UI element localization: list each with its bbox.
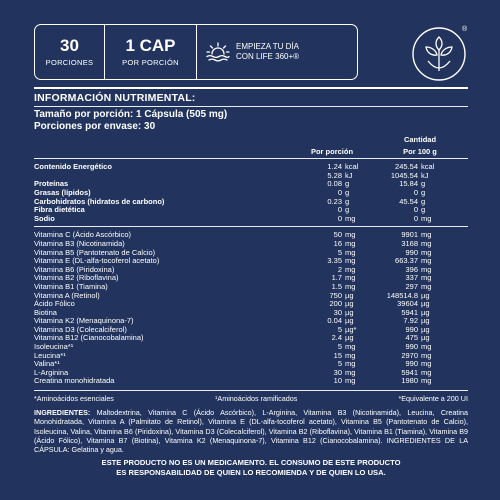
unit: mg [345, 230, 356, 240]
unit: mg [421, 213, 432, 223]
unit: µg [421, 324, 430, 334]
cap-cell [105, 25, 197, 79]
per-100g-value: 663.37 [395, 256, 418, 266]
nutrient-name: L-Arginina [34, 367, 69, 377]
unit: mg [345, 367, 356, 377]
nutrient-name: Vitamina B5 (Pantotenato de Calcio) [34, 247, 156, 257]
table-row [34, 215, 468, 224]
per-100g-value: 475 [405, 333, 418, 343]
energy-kj-serving: 5.28 [327, 170, 342, 180]
unit: mg [345, 281, 356, 291]
per-100g-value: 2970 [401, 350, 418, 360]
cap-count: 1 CAP [125, 36, 176, 55]
ingredients-text: Maltodextrina, Vitamina C (Ácido Ascórbico), L-Arginina, Vitamina B3 (Nicotinamida), Leucina, Creatina Monohidratada, Vitamina A (Palmitato de Retinol), Vitamina E (DL-alfa-tocoferol acetato), Vitamina B5 (Pantotenato de Calcio), Isoleucina, Valina, Vitamina B6 (Piridoxina), Vitamina D3 (Colecalciferol), Vitamina B2 (Riboflavina), Vitamina B1 (Tiamina), Vitamina B9 (Ácido Fólico), Vitamina B7 (Biotina), Vitamina K2 (Menaquinona-7), Vitamina B12 (Cianocobalamina). INGREDIENTES DE LA CÁPSULA: Gelatina y agua. [34, 408, 468, 455]
unit: mg [345, 264, 356, 274]
footer [34, 390, 468, 454]
energy-label: Contenido Energético [34, 162, 112, 172]
nutrient-name: Creatina monohidratada [34, 376, 115, 386]
unit: mg [421, 264, 432, 274]
footnotes [34, 394, 468, 403]
per-serving-value: 0.23 [327, 196, 342, 206]
unit: µg [421, 290, 430, 300]
tagline-line-2: CON LIFE 360+® [236, 52, 300, 61]
per-serving-value: 30 [333, 367, 342, 377]
col-per-serving: Por porción [310, 146, 354, 156]
nutrient-name: Vitamina E (DL-alfa-tocoferol acetato) [34, 256, 160, 266]
col-quantity: Cantidad [403, 135, 437, 144]
nutrient-name: Proteínas [34, 179, 69, 189]
table-row [34, 198, 468, 207]
per-serving-value: 15 [333, 350, 342, 360]
nutrient-name: Vitamina A (Retinol) [34, 290, 100, 300]
per-serving-value: 16 [333, 238, 342, 248]
unit: mg [421, 367, 432, 377]
per-100g-value: 148514.8 [386, 290, 418, 300]
unit: mg [421, 342, 432, 352]
per-serving-value: 0.04 [327, 316, 342, 326]
per-serving-value: 0.08 [327, 179, 342, 189]
nutrient-name: Vitamina C (Ácido Ascórbico) [34, 230, 131, 240]
unit: mg [421, 247, 432, 257]
table-row [34, 180, 468, 189]
unit: mg [345, 256, 356, 266]
plant-logo-icon [410, 23, 470, 83]
unit: mg [345, 359, 356, 369]
footnote-branched: ¹Aminoácidos ramificados [215, 394, 298, 403]
per-serving-value: 2 [337, 264, 342, 274]
per-100g-value: 1980 [401, 376, 418, 386]
nutrient-name: Vitamina B1 (Tiamina) [34, 281, 108, 291]
per-100g-value: 990 [405, 247, 418, 257]
unit: µg [345, 290, 354, 300]
per-serving-value: 50 [333, 230, 342, 240]
per-serving-value: 3.35 [327, 256, 342, 266]
per-serving-value: 10 [333, 376, 342, 386]
ingredients [34, 408, 468, 454]
servings-per-container: Porciones por envase: 30 [34, 121, 156, 132]
unit: mg [345, 350, 356, 360]
per-serving-value: 2.4 [331, 333, 342, 343]
nutrient-name: Leucina*¹ [34, 350, 66, 360]
per-100g-value: 990 [405, 359, 418, 369]
unit: mg [421, 238, 432, 248]
divider [34, 226, 468, 227]
per-serving-value: 200 [329, 299, 342, 309]
footnote-essential: *Aminoácidos esenciales [34, 394, 114, 403]
unit: mg [421, 230, 432, 240]
unit: µg [345, 299, 354, 309]
unit: g [421, 196, 426, 206]
servings-cell [35, 25, 105, 79]
per-100g-value: 0 [413, 213, 418, 223]
unit: µg [421, 299, 430, 309]
servings-count: 30 [60, 36, 79, 55]
nutrient-name: Biotina [34, 307, 57, 317]
per-serving-value: 1.7 [331, 273, 342, 283]
nutrition-table [34, 136, 468, 386]
disclaimer-line-1: ESTE PRODUCTO NO ES UN MEDICAMENTO. EL CONSUMO DE ESTE PRODUCTO [101, 458, 401, 467]
unit: g [421, 179, 426, 189]
unit: mg [421, 273, 432, 283]
nutrient-name: Carbohidratos (hidratos de carbono) [34, 196, 165, 206]
per-serving-value: 5 [337, 342, 342, 352]
unit: µg [345, 307, 354, 317]
unit: µg [421, 307, 430, 317]
unit: kJ [345, 170, 353, 180]
unit: mg [421, 281, 432, 291]
per-100g-value: 337 [405, 273, 418, 283]
unit: kcal [345, 162, 359, 172]
per-100g-value: 7.92 [403, 316, 418, 326]
col-per-100g: Por 100 g [403, 146, 437, 156]
unit: g [345, 205, 350, 215]
unit: mg [345, 213, 356, 223]
nutrient-name: Grasas (lípidos) [34, 187, 91, 197]
nutrient-name: Sodio [34, 213, 55, 223]
nutrient-name: Isoleucina*¹ [34, 342, 74, 352]
energy-kcal-serving: 1.24 [327, 162, 342, 172]
unit: µg [345, 333, 354, 343]
per-100g-value: 0 [413, 187, 418, 197]
per-100g-value: 45.54 [399, 196, 418, 206]
per-100g-value: 5941 [401, 307, 418, 317]
divider [34, 87, 468, 89]
per-100g-value: 990 [405, 342, 418, 352]
per-100g-value: 39604 [397, 299, 418, 309]
header-row [34, 148, 468, 157]
tagline-line-1: EMPIEZA TU DÍA [236, 42, 299, 51]
per-100g-value: 5941 [401, 367, 418, 377]
nutrient-name: Vitamina B6 (Piridoxina) [34, 264, 115, 274]
unit: kcal [421, 162, 435, 172]
footnote-equivalent: *Equivalente a 200 UI [398, 394, 468, 403]
energy-kj-100g: 1045.54 [390, 170, 418, 180]
per-serving-value: 750 [329, 290, 342, 300]
per-100g-value: 3168 [401, 238, 418, 248]
unit: mg [345, 376, 356, 386]
divider [34, 106, 468, 107]
servings-label: PORCIONES [45, 58, 94, 67]
nutrient-name: Vitamina B3 (Nicotinamida) [34, 238, 125, 248]
nutrient-name: Vitamina B12 (Cianocobalamina) [34, 333, 144, 343]
per-100g-value: 297 [405, 281, 418, 291]
unit: g [345, 196, 350, 206]
nutrient-name: Valina*¹ [34, 359, 60, 369]
info-title: INFORMACIÓN NUTRIMENTAL: [34, 92, 196, 104]
disclaimer-line-2: ES RESPONSABILIDAD DE QUIEN LO RECOMIENDA Y DE QUIEN LO USA. [116, 468, 386, 477]
unit: mg [345, 342, 356, 352]
nutrient-name: Fibra dietética [34, 205, 85, 215]
table-row [34, 352, 468, 361]
per-serving-value: 5 [337, 324, 342, 334]
disclaimer [34, 458, 468, 478]
per-100g-value: 0 [413, 205, 418, 215]
nutrient-name: Ácido Fólico [34, 299, 75, 309]
unit: g [421, 187, 426, 197]
registered-mark: ® [462, 26, 468, 33]
per-serving-value: 0 [337, 213, 342, 223]
sunrise-icon [205, 41, 231, 63]
unit: g [421, 205, 426, 215]
per-serving-value: 1.5 [331, 281, 342, 291]
nutrient-name: Vitamina B2 (Riboflavina) [34, 273, 119, 283]
unit: µg* [345, 324, 357, 334]
per-100g-value: 396 [405, 264, 418, 274]
unit: mg [345, 273, 356, 283]
header-box [34, 24, 358, 80]
table-row [34, 377, 468, 386]
nutrient-name: Vitamina K2 (Menaquinona-7) [34, 316, 134, 326]
unit: µg [421, 316, 430, 326]
divider [34, 390, 468, 391]
serving-size: Tamaño por porción: 1 Cápsula (505 mg) [34, 109, 228, 120]
unit: kJ [421, 170, 429, 180]
per-serving-value: 30 [333, 307, 342, 317]
tagline-cell [197, 25, 356, 79]
per-serving-value: 0 [337, 187, 342, 197]
per-serving-value: 5 [337, 359, 342, 369]
unit: µg [345, 316, 354, 326]
unit: mg [345, 238, 356, 248]
divider [34, 158, 468, 159]
cap-label: POR PORCIÓN [122, 58, 179, 67]
unit: mg [421, 376, 432, 386]
tagline [236, 42, 299, 62]
unit: g [345, 179, 350, 189]
header-row [34, 136, 468, 148]
unit: mg [421, 256, 432, 266]
energy-kcal-100g: 245.54 [395, 162, 418, 172]
per-serving-value: 0 [337, 205, 342, 215]
per-serving-value: 5 [337, 247, 342, 257]
unit: mg [421, 359, 432, 369]
nutrient-name: Vitamina D3 (Colecalciferol) [34, 324, 127, 334]
nutrition-info [34, 87, 468, 386]
ingredients-label: INGREDIENTES: [34, 408, 91, 417]
unit: µg [421, 333, 430, 343]
unit: g [345, 187, 350, 197]
per-100g-value: 9901 [401, 230, 418, 240]
unit: mg [421, 350, 432, 360]
per-100g-value: 15.84 [399, 179, 418, 189]
unit: mg [345, 247, 356, 257]
per-100g-value: 990 [405, 324, 418, 334]
table-row [34, 206, 468, 215]
table-row [34, 334, 468, 343]
